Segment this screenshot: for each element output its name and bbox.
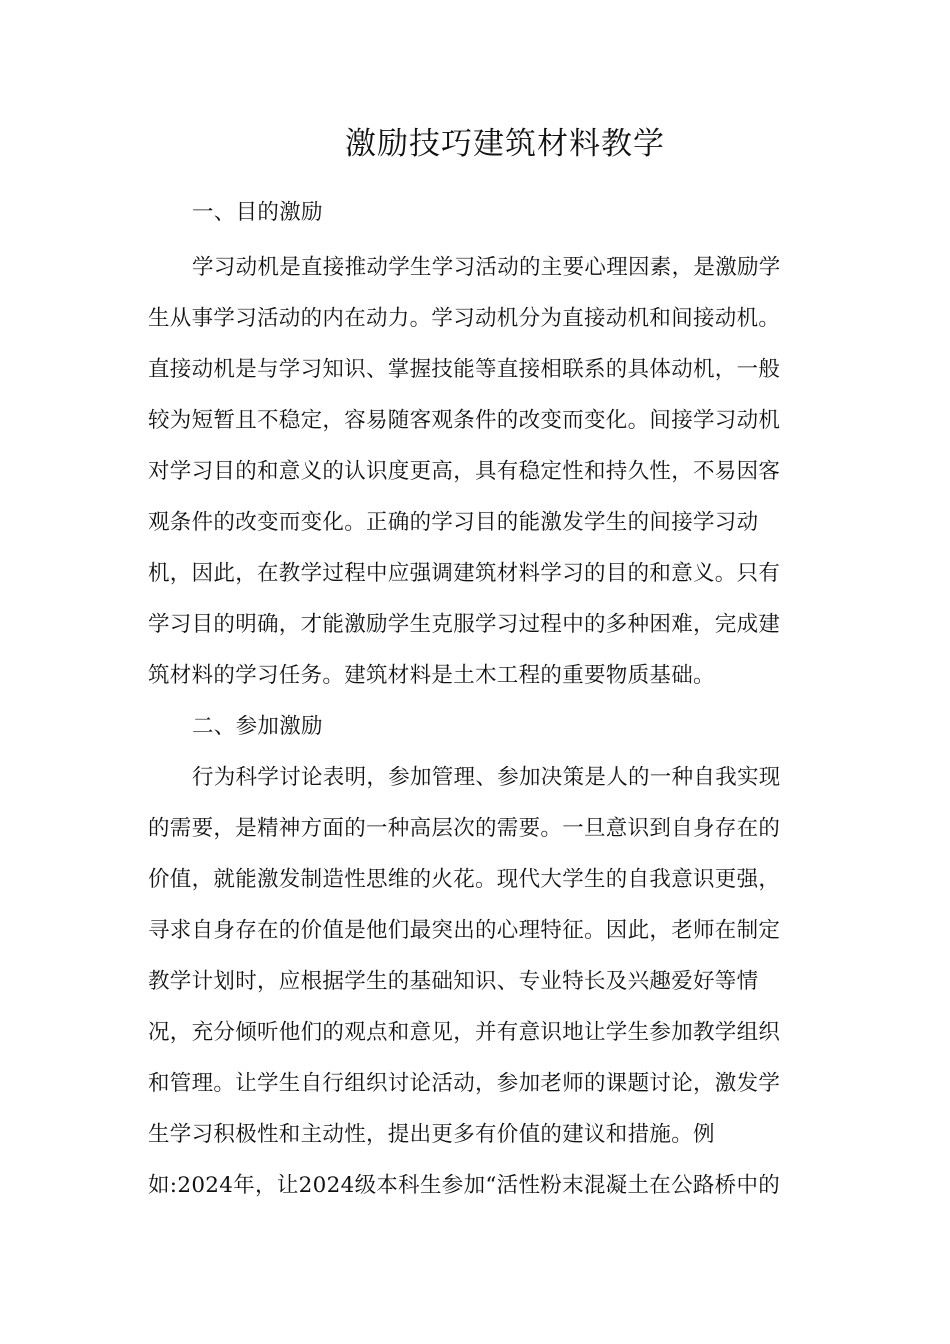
- paragraph-line: 机，因此，在教学过程中应强调建筑材料学习的目的和意义。只有: [148, 561, 781, 586]
- document-title: 激励技巧建筑材料教学: [345, 126, 665, 162]
- paragraph-line: 直接动机是与学习知识、掌握技能等直接相联系的具体动机，一般: [148, 357, 781, 382]
- paragraph-line: 况，充分倾听他们的观点和意见，并有意识地让学生参加教学组织: [148, 1020, 781, 1045]
- paragraph-line: 生学习积极性和主动性，提出更多有价值的建议和措施。例: [148, 1122, 715, 1147]
- paragraph-line: 较为短暂且不稳定，容易随客观条件的改变而变化。间接学习动机: [148, 408, 781, 433]
- paragraph-line: 筑材料的学习任务。建筑材料是土木工程的重要物质基础。: [148, 663, 715, 688]
- paragraph-line: 对学习目的和意义的认识度更高，具有稳定性和持久性，不易因客: [148, 459, 781, 484]
- paragraph-line: 行为科学讨论表明，参加管理、参加决策是人的一种自我实现: [192, 765, 781, 790]
- paragraph-line: 价值，就能激发制造性思维的火花。现代大学生的自我意识更强，: [148, 867, 781, 892]
- section-heading-1: 一、目的激励: [192, 200, 323, 225]
- paragraph-line: 如:2024年，让2024级本科生参加“活性粉末混凝土在公路桥中的: [148, 1173, 781, 1198]
- paragraph-line: 学习动机是直接推动学生学习活动的主要心理因素，是激励学: [192, 255, 781, 280]
- paragraph-line: 的需要，是精神方面的一种高层次的需要。一旦意识到自身存在的: [148, 816, 781, 841]
- section-heading-2: 二、参加激励: [192, 714, 323, 739]
- paragraph-line: 教学计划时，应根据学生的基础知识、专业特长及兴趣爱好等情: [148, 969, 759, 994]
- paragraph-line: 学习目的明确，才能激励学生克服学习过程中的多种困难，完成建: [148, 612, 781, 637]
- paragraph-line: 生从事学习活动的内在动力。学习动机分为直接动机和间接动机。: [148, 306, 781, 331]
- paragraph-line: 寻求自身存在的价值是他们最突出的心理特征。因此，老师在制定: [148, 918, 781, 943]
- paragraph-line: 和管理。让学生自行组织讨论活动，参加老师的课题讨论，激发学: [148, 1071, 781, 1096]
- paragraph-line: 观条件的改变而变化。正确的学习目的能激发学生的间接学习动: [148, 510, 759, 535]
